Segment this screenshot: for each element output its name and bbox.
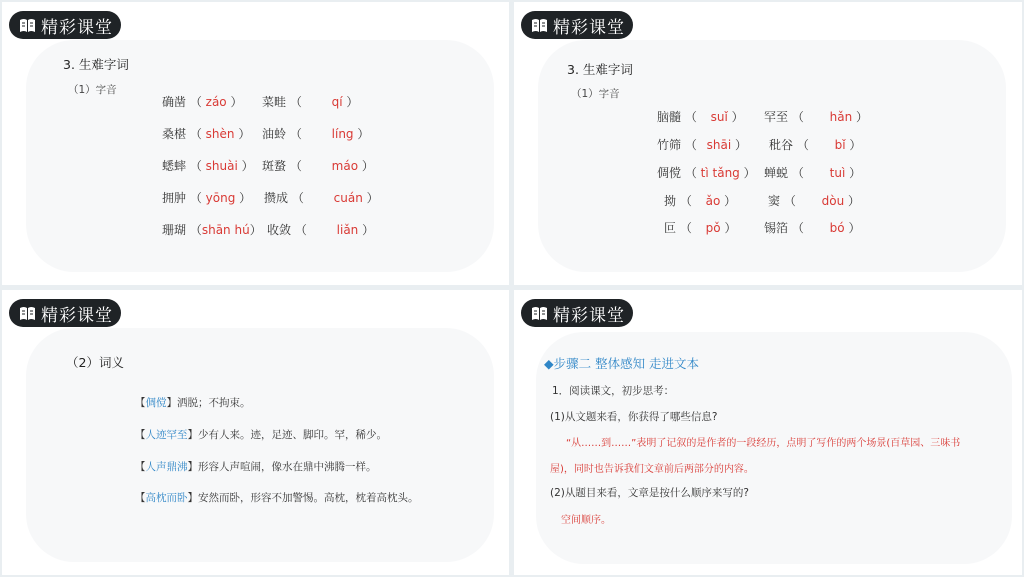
question-1: (1)从文题来看，你获得了哪些信息?: [550, 411, 718, 423]
definition-2: 【人迹罕至】少有人来。迹，足迹、脚印。罕，稀少。: [135, 429, 387, 441]
word-row-1b: 罕至 （ hǎn ）: [764, 110, 869, 124]
word-row-1b: 菜畦 （ qí ）: [262, 95, 359, 109]
heading: 3. 生难字词: [63, 57, 129, 72]
word-row-4b: 攒成 （ cuán ）: [264, 191, 379, 205]
answer-2: 空间顺序。: [561, 515, 611, 526]
book-icon: [531, 306, 548, 321]
badge-title: 精彩课堂: [41, 17, 113, 38]
word-row-2b: 油蛉 （ líng ）: [262, 127, 370, 141]
section-badge: [9, 299, 121, 327]
section-badge: [521, 299, 633, 327]
word-row-5: 叵 （ pǒ ）: [664, 221, 737, 235]
definition-3: 【人声鼎沸】形容人声喧闹，像水在鼎中沸腾一样。: [135, 461, 377, 473]
subheading: （1）字音: [571, 88, 620, 100]
badge-title: 精彩课堂: [553, 17, 625, 38]
word-row-4: 拗 （ ǎo ）: [664, 194, 737, 208]
slide-4: [514, 290, 1022, 575]
section-badge: [521, 11, 633, 39]
word-row-5b: 收敛 （ liǎn ）: [267, 223, 375, 237]
word-row-4b: 窦 （ dòu ）: [768, 194, 861, 208]
word-row-3b: 蝉蜕 （ tuì ）: [764, 166, 862, 180]
word-row-4: 拥肿 （ yōng ）: [162, 191, 252, 205]
definition-4: 【高枕而卧】安然而卧，形容不加警惕。高枕，枕着高枕头。: [135, 492, 419, 504]
slide-1: [2, 2, 509, 285]
step-title: ◆步骤二 整体感知 走进文本: [544, 356, 700, 371]
answer-1-line-1: “从……到……”表明了记叙的是作者的一段经历，点明了写作的两个场景(百草园、三味书: [566, 438, 961, 449]
heading: （2）词义: [66, 355, 124, 370]
word-row-3: 蟋蟀 （ shuài ）: [162, 159, 254, 173]
word-row-5b: 锡箔 （ bó ）: [764, 221, 861, 235]
slide-3: [2, 290, 509, 575]
word-row-2: 桑椹 （ shèn ）: [162, 127, 251, 141]
section-badge: [9, 11, 121, 39]
definition-1: 【倜傥】洒脱；不拘束。: [135, 397, 251, 409]
book-icon: [531, 18, 548, 33]
task-text: 1．阅读课文，初步思考：: [552, 385, 675, 397]
question-2: (2)从题目来看，文章是按什么顺序来写的?: [550, 487, 749, 499]
word-row-5: 珊瑚 （shān hú）: [162, 223, 262, 237]
answer-1-line-2: 屋)，同时也告诉我们文章前后两部分的内容。: [550, 464, 754, 475]
badge-title: 精彩课堂: [41, 305, 113, 326]
book-icon: [19, 306, 36, 321]
word-row-3b: 斑蝥 （ máo ）: [262, 159, 374, 173]
word-row-2: 竹筛 （ shāi ）: [657, 138, 748, 152]
word-row-1: 脑髓 （ suǐ ）: [657, 110, 744, 124]
heading: 3. 生难字词: [567, 62, 633, 77]
subheading: （1）字音: [68, 84, 117, 96]
badge-title: 精彩课堂: [553, 305, 625, 326]
slide-2: [514, 2, 1022, 285]
word-row-1: 确凿 （ záo ）: [162, 95, 243, 109]
book-icon: [19, 18, 36, 33]
word-row-2b: 秕谷 （ bǐ ）: [769, 138, 862, 152]
word-row-3: 倜傥 （ tì tǎng ）: [657, 166, 756, 180]
